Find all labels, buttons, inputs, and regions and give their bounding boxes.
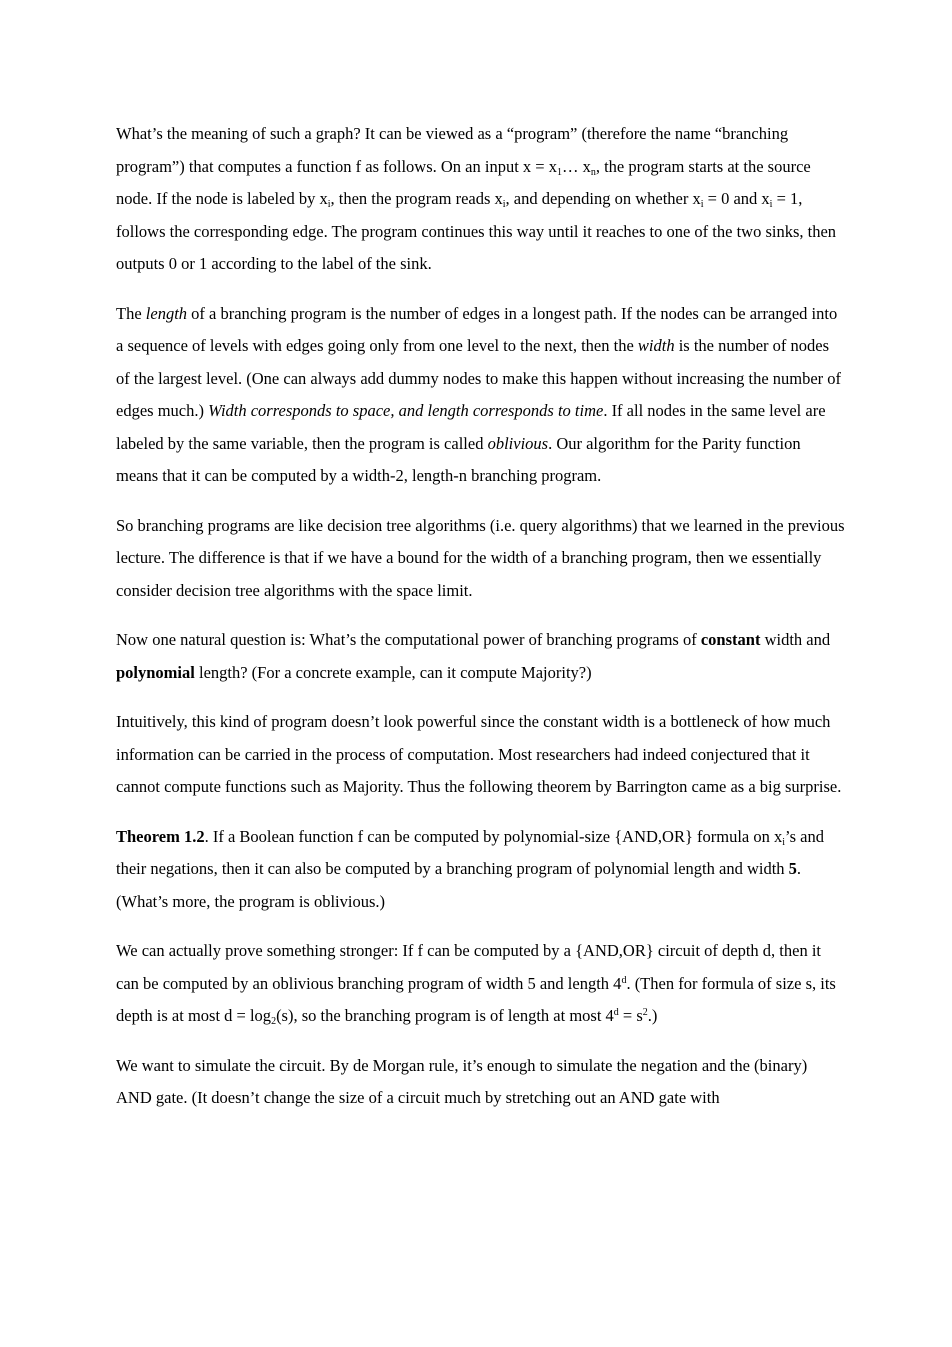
paragraph-branching-program-meaning: What’s the meaning of such a graph? It can be viewed as a “program” (therefore the name “branching program”) that computes a function f as follows. On an input $x = x_1\dots$ $x_n$, the program starts at the source node. If the node is labeled by $x_i$, then the program reads $x_i$, and depending on whether $x_i = 0$ and $x_i = 1$, follows the corresponding edge. The program continues this way until it reaches to one of the two sinks, then outputs 0 or 1 according to the label of the sink. (116, 124, 837, 273)
paragraph-theorem-1-2: Theorem 1.2. If a Boolean function f can be computed by polynomial-size {AND,OR} formula on $x_i’s$ and their negations, then it can also be computed by a branching program of polynomial length and width 5. (What’s more, the program is oblivious.) (116, 826, 824, 911)
theorem-title: Theorem 1.2 (116, 826, 205, 846)
paragraph-length-width-definition: The length of a branching program is the number of edges in a longest path. If the nodes can be arranged into a sequence of levels with edges going only from one level to the next, then the width is the number of nodes of the largest level. (One can always add dummy nodes to make this happen without increasing the number of edges much.) Width corresponds to space, and length corresponds to time. If all nodes in the same level are labeled by the same variable, then the program is called oblivious. Our algorithm for the Parity function means that it can be computed by a width-2, length-n branching program. (116, 303, 842, 485)
document-page (116, 118, 846, 1132)
paragraph-intuition: Intuitively, this kind of program doesn’t look powerful since the constant width is a bottleneck of how much information can be carried in the process of computation. Most researchers had indeed conjectured that it cannot compute functions such as Majority. Thus the following theorem by Barrington came as a big surprise. (116, 712, 842, 796)
paragraph-stronger-claim: We can actually prove something stronger: If f can be computed by a {AND,OR} circuit of depth d, then it can be computed by an oblivious branching program of width 5 and length 4$^d$. (Then for formula of size s, its depth is at most $d = \log_2(s)$, so the branching program is of length at most $4^d = s^2$.) (116, 941, 836, 1027)
paragraph-decision-tree-comparison: So branching programs are like decision tree algorithms (i.e. query algorithms) that we learned in the previous lecture. The difference is that if we have a bound for the width of a branching program, then we essentially consider decision tree algorithms with the space limit. (116, 515, 845, 600)
paragraph-natural-question: Now one natural question is: What’s the computational power of branching programs of constant width and polynomial length? (For a concrete example, can it compute Majority?) (116, 630, 831, 682)
paragraph-simulate-circuit: We want to simulate the circuit. By de Morgan rule, it’s enough to simulate the negation and the (binary) AND gate. (It doesn’t change the size of a circuit much by stretching out an AND gate with (116, 1055, 808, 1107)
